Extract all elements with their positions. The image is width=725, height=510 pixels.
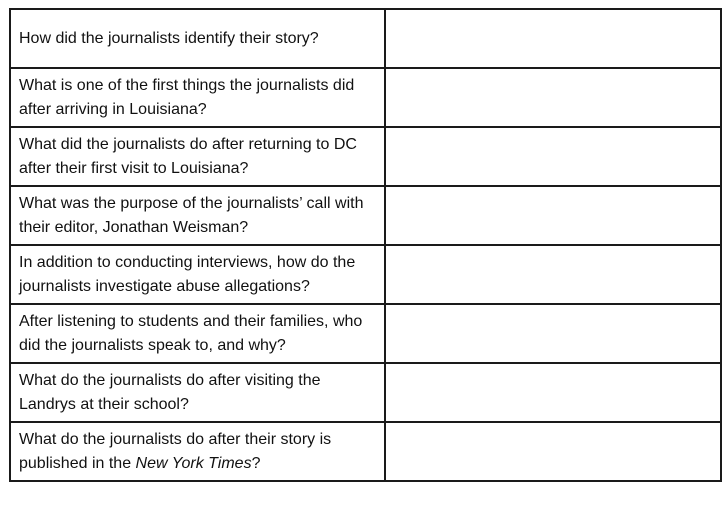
answer-cell[interactable]: [385, 9, 721, 68]
question-text: How did the journalists identify their story?: [19, 29, 319, 47]
question-cell: [10, 68, 385, 127]
table-row: [10, 127, 721, 186]
question-table: [9, 8, 722, 482]
question-text: In addition to conducting interviews, how do the journalists investigate abuse allegations?: [19, 253, 356, 295]
question-text: What was the purpose of the journalists’ call with their editor, Jonathan Weisman?: [19, 194, 364, 236]
question-text: [19, 431, 331, 472]
answer-cell[interactable]: [385, 186, 721, 245]
question-text: What did the journalists do after returning to DC after their first visit to Louisiana?: [19, 135, 357, 177]
question-text: What do the journalists do after visiting the Landrys at their school?: [19, 371, 321, 413]
question-text: After listening to students and their families, who did the journalists speak to, and why?: [19, 312, 363, 354]
question-cell: [10, 304, 385, 363]
answer-cell[interactable]: [385, 304, 721, 363]
answer-cell[interactable]: [385, 422, 721, 481]
question-cell: [10, 422, 385, 481]
table-row: [10, 186, 721, 245]
question-text-part: What do the journalists do after their story is published in the: [19, 430, 332, 472]
question-cell: [10, 9, 385, 68]
table-row: [10, 68, 721, 127]
question-cell: [10, 363, 385, 422]
question-cell: [10, 186, 385, 245]
newspaper-title: New York Times: [135, 454, 252, 472]
question-cell: [10, 127, 385, 186]
answer-cell[interactable]: [385, 363, 721, 422]
question-text: What is one of the first things the journalists did after arriving in Louisiana?: [19, 76, 355, 118]
answer-cell[interactable]: [385, 68, 721, 127]
answer-cell[interactable]: [385, 245, 721, 304]
answer-cell[interactable]: [385, 127, 721, 186]
question-text-part: ?: [251, 454, 261, 472]
table-row: [10, 363, 721, 422]
table-row: [10, 9, 721, 68]
question-cell: [10, 245, 385, 304]
table-row: [10, 422, 721, 481]
table-row: [10, 245, 721, 304]
table-row: [10, 304, 721, 363]
